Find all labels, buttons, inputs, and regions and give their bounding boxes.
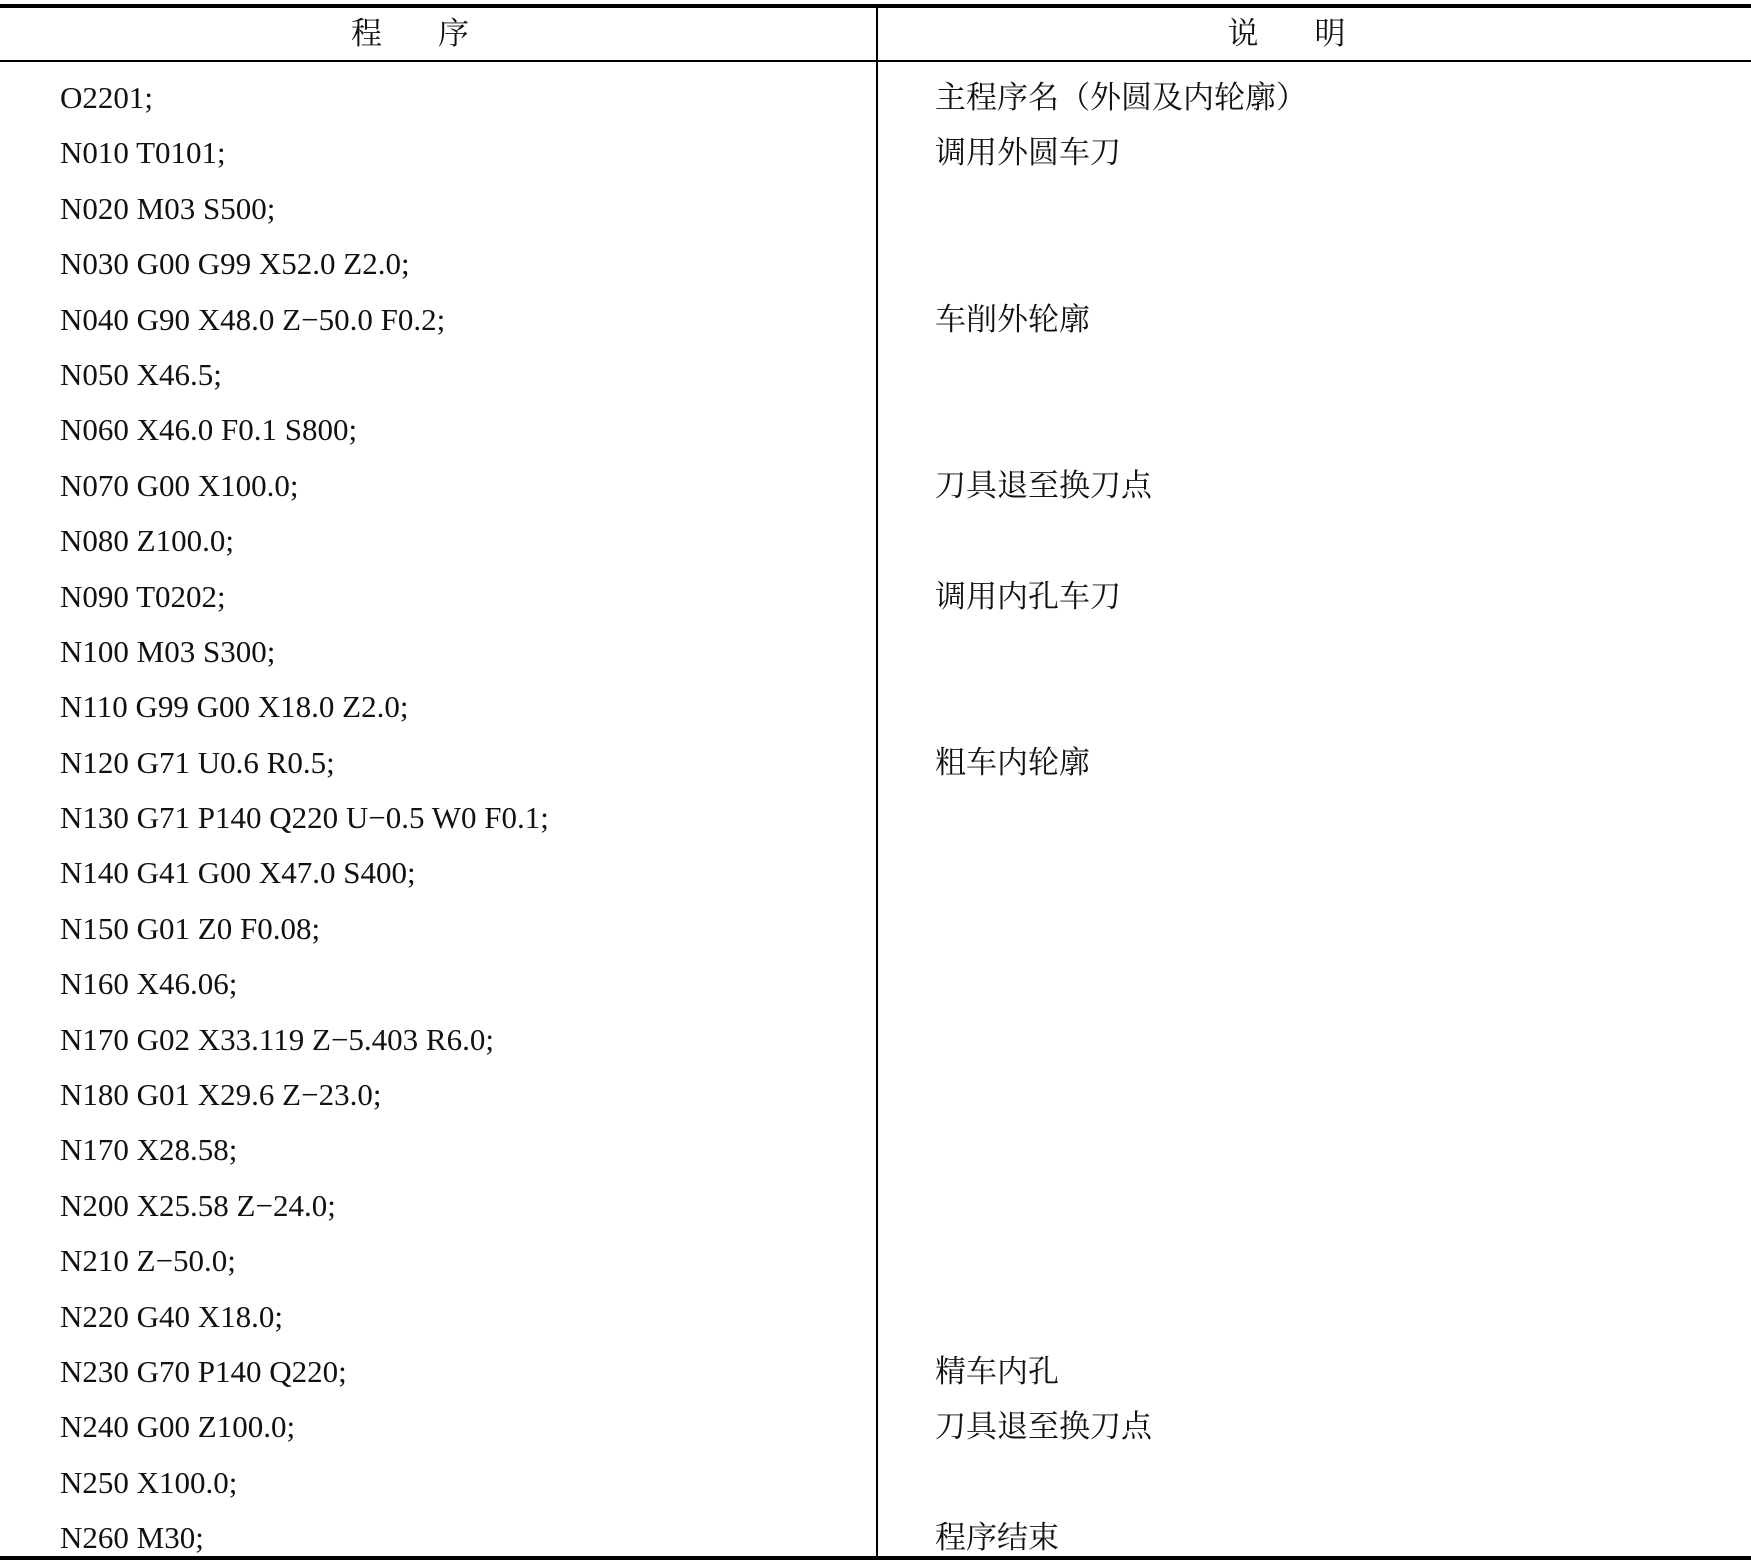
program-code-cell: N020 M03 S500; xyxy=(60,190,276,226)
table-row xyxy=(0,125,1751,180)
program-code-cell: N170 X28.58; xyxy=(60,1132,238,1168)
description-cell: 刀具退至换刀点 xyxy=(935,1409,1152,1445)
table-row xyxy=(0,790,1751,845)
program-code-cell: N040 G90 X48.0 Z−50.0 F0.2; xyxy=(60,301,446,337)
table-row xyxy=(0,901,1751,956)
table-row xyxy=(0,624,1751,679)
program-code-cell: N070 G00 X100.0; xyxy=(60,467,299,503)
table-row xyxy=(0,1122,1751,1177)
table-header xyxy=(0,8,1751,62)
program-code-cell: N140 G41 G00 X47.0 S400; xyxy=(60,855,416,891)
table-body xyxy=(0,70,1751,1566)
description-cell: 程序结束 xyxy=(935,1520,1059,1556)
description-cell: 主程序名（外圆及内轮廓） xyxy=(935,80,1307,115)
table-row xyxy=(0,1344,1751,1399)
program-code-cell: N080 Z100.0; xyxy=(60,523,234,559)
program-code-cell: N030 G00 G99 X52.0 Z2.0; xyxy=(60,246,410,282)
program-code-cell: N120 G71 U0.6 R0.5; xyxy=(60,744,335,780)
table-row xyxy=(0,735,1751,790)
header-program: 程序 xyxy=(351,16,525,51)
program-code-cell: N170 G02 X33.119 Z−5.403 R6.0; xyxy=(60,1021,494,1057)
program-code-cell: N060 X46.0 F0.1 S800; xyxy=(60,412,358,448)
program-code-cell: N210 Z−50.0; xyxy=(60,1243,236,1279)
table-row xyxy=(0,402,1751,457)
description-cell: 调用内孔车刀 xyxy=(935,578,1121,614)
table-row xyxy=(0,1067,1751,1122)
program-code-cell: N220 G40 X18.0; xyxy=(60,1298,284,1334)
table-row xyxy=(0,292,1751,347)
table-row xyxy=(0,458,1751,513)
description-cell: 粗车内轮廓 xyxy=(935,744,1090,780)
table-row xyxy=(0,845,1751,900)
program-code-cell: N090 T0202; xyxy=(60,578,226,614)
program-code-cell: N110 G99 G00 X18.0 Z2.0; xyxy=(60,689,409,725)
program-code-cell: N160 X46.06; xyxy=(60,966,238,1002)
program-code-cell: N100 M03 S300; xyxy=(60,633,276,669)
program-code-cell: N230 G70 P140 Q220; xyxy=(60,1353,347,1389)
table-row xyxy=(0,1510,1751,1565)
description-cell: 精车内孔 xyxy=(935,1353,1059,1389)
program-code-cell: N250 X100.0; xyxy=(60,1464,238,1500)
table-row xyxy=(0,236,1751,291)
table-row xyxy=(0,1012,1751,1067)
program-code-cell: O2201; xyxy=(60,80,153,115)
header-description: 说明 xyxy=(1227,16,1402,51)
program-code-cell: N050 X46.5; xyxy=(60,356,222,392)
table-row xyxy=(0,181,1751,236)
table-row xyxy=(0,1399,1751,1454)
table-row xyxy=(0,70,1751,125)
program-code-cell: N200 X25.58 Z−24.0; xyxy=(60,1187,336,1223)
table-row xyxy=(0,1289,1751,1344)
description-cell: 调用外圆车刀 xyxy=(935,135,1121,171)
table-row xyxy=(0,1178,1751,1233)
program-code-cell: N240 G00 Z100.0; xyxy=(60,1409,296,1445)
table-row xyxy=(0,956,1751,1011)
table-row xyxy=(0,679,1751,734)
program-code-cell: N150 G01 Z0 F0.08; xyxy=(60,910,321,946)
table-row xyxy=(0,347,1751,402)
program-table xyxy=(0,4,1751,1560)
description-cell: 刀具退至换刀点 xyxy=(935,467,1152,503)
table-row xyxy=(0,1455,1751,1510)
table-row xyxy=(0,569,1751,624)
program-code-cell: N260 M30; xyxy=(60,1520,204,1556)
table-row xyxy=(0,513,1751,568)
program-code-cell: N130 G71 P140 Q220 U−0.5 W0 F0.1; xyxy=(60,800,549,836)
table-row xyxy=(0,1233,1751,1288)
program-code-cell: N180 G01 X29.6 Z−23.0; xyxy=(60,1077,382,1113)
description-cell: 车削外轮廓 xyxy=(935,301,1090,337)
program-code-cell: N010 T0101; xyxy=(60,135,226,171)
